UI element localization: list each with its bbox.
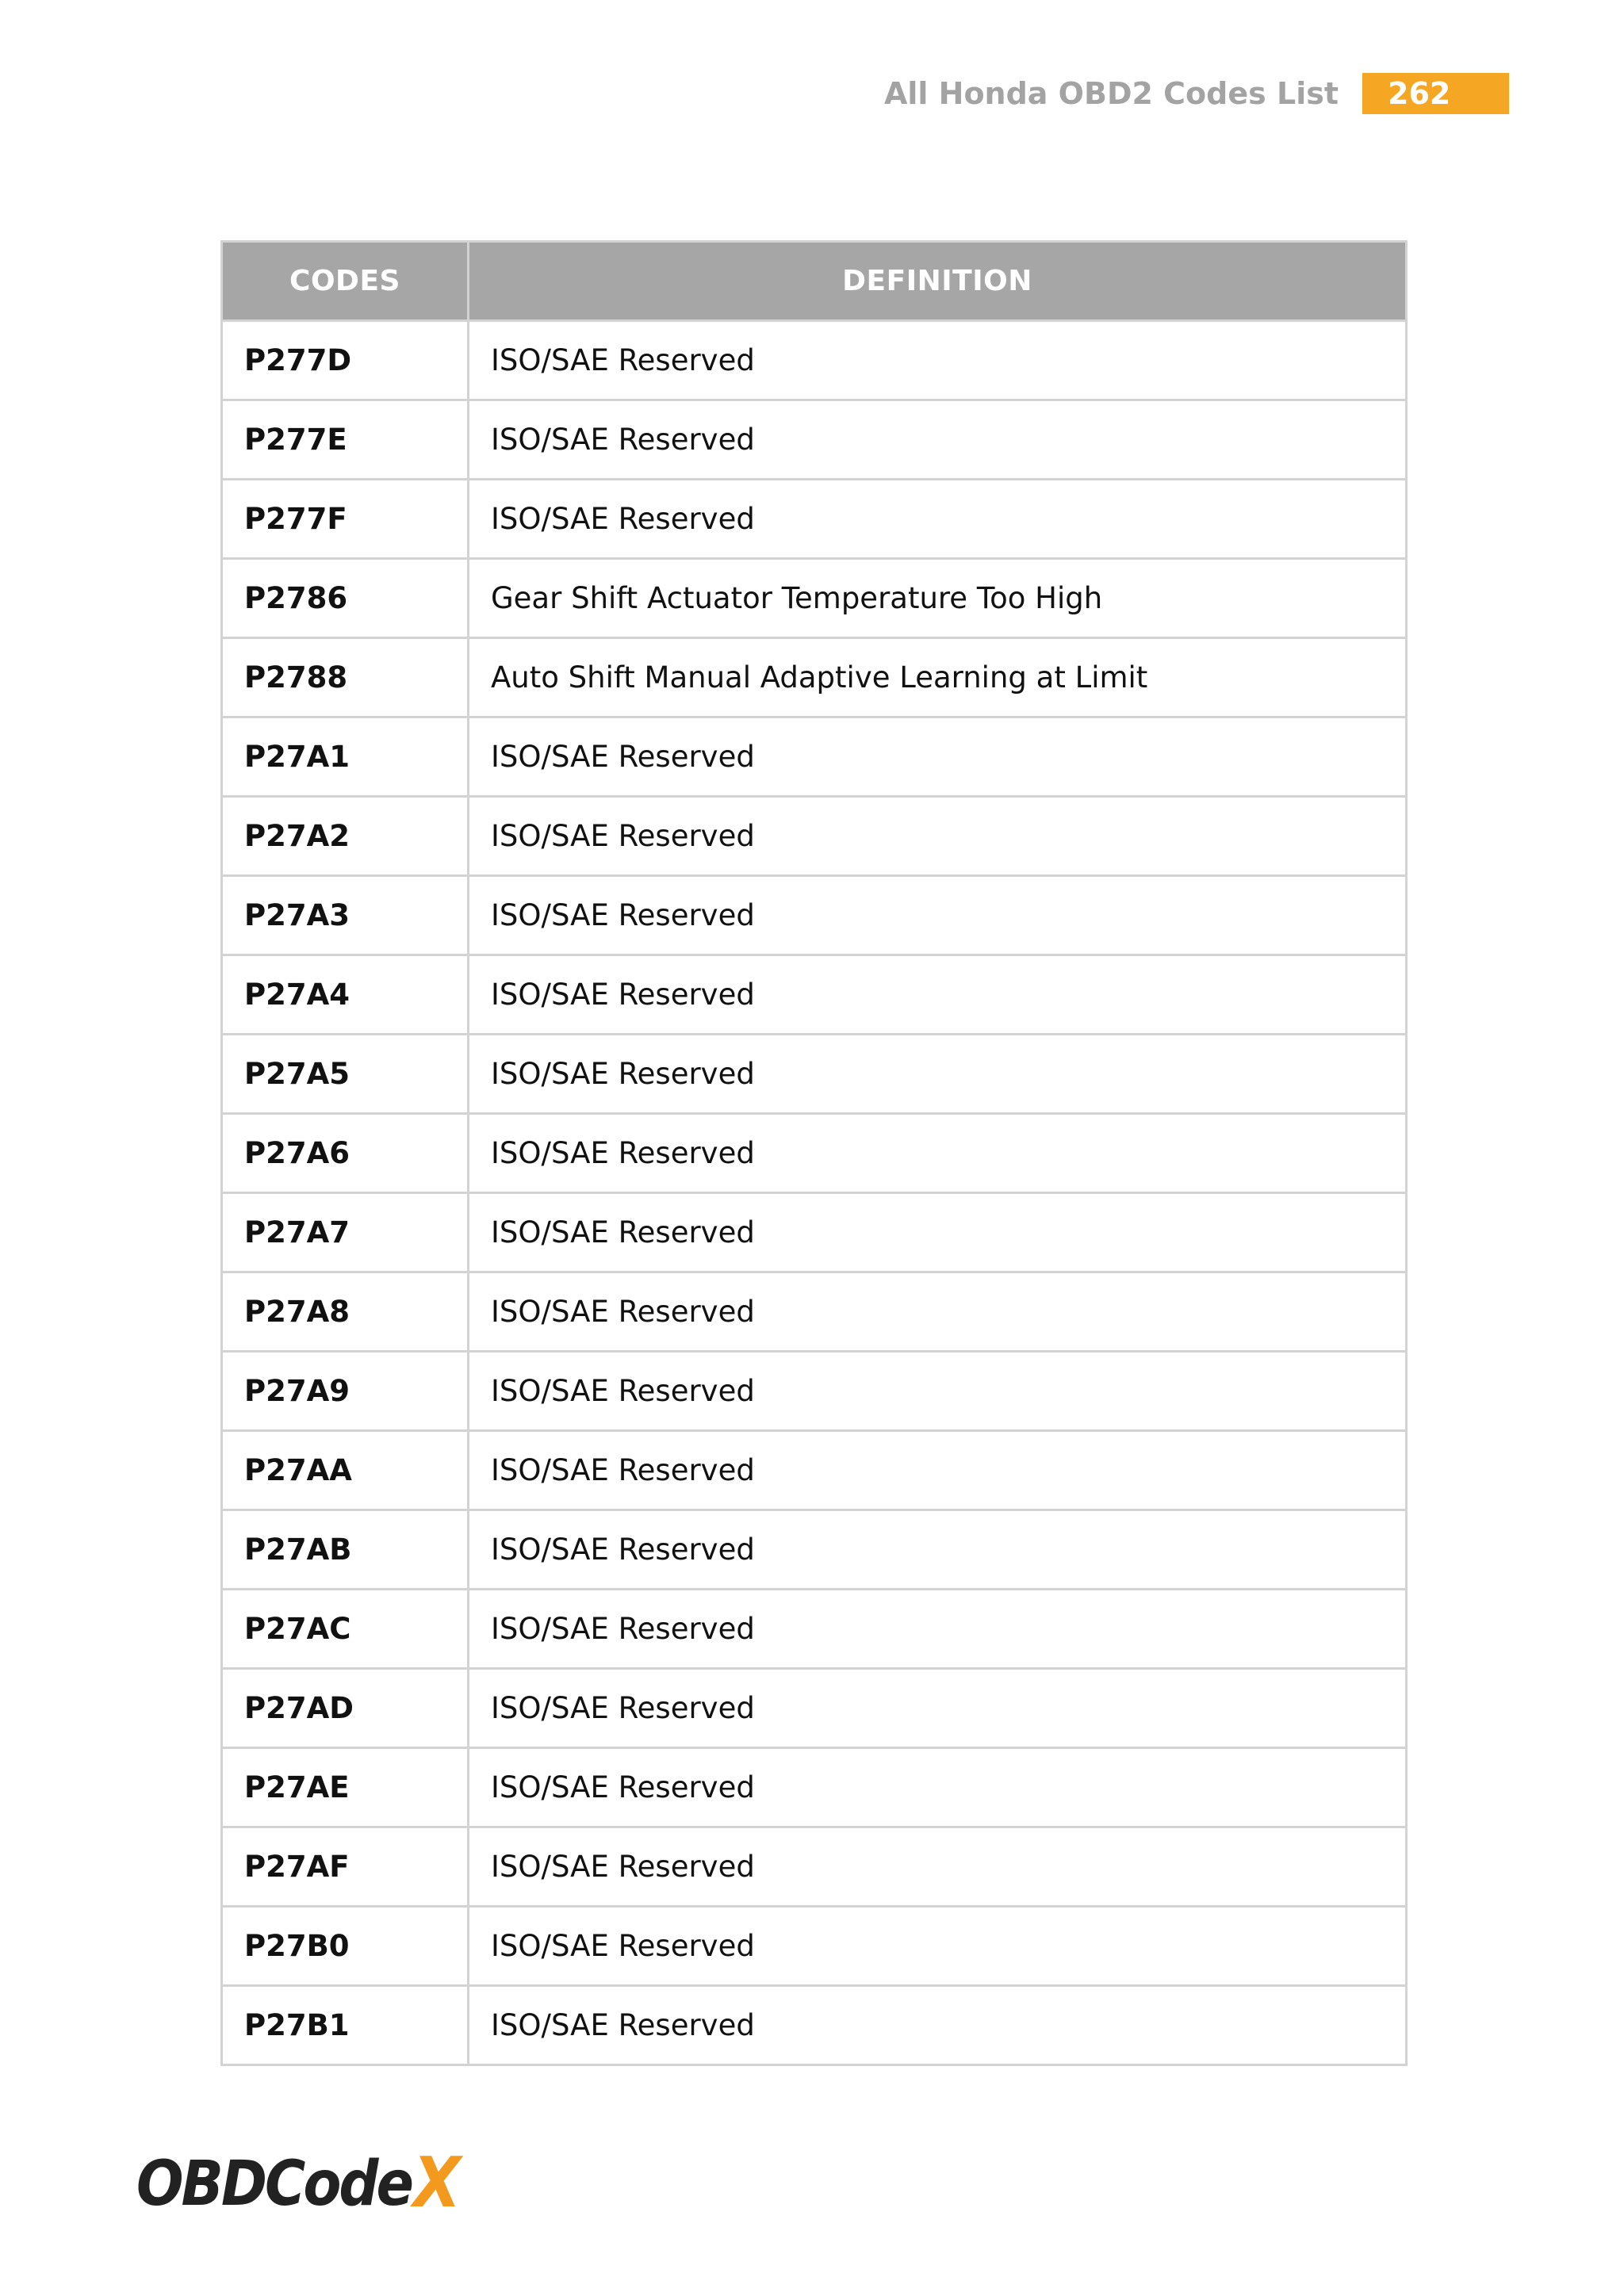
code-cell: P27A6 xyxy=(222,1114,469,1193)
definition-cell: ISO/SAE Reserved xyxy=(469,1748,1407,1827)
table-row xyxy=(222,1510,1407,1590)
code-cell: P27A9 xyxy=(222,1352,469,1431)
code-cell: P27AF xyxy=(222,1827,469,1907)
table-row xyxy=(222,1352,1407,1431)
table-row xyxy=(222,321,1407,400)
definition-cell: ISO/SAE Reserved xyxy=(469,1114,1407,1193)
table-row xyxy=(222,1986,1407,2065)
definition-cell: ISO/SAE Reserved xyxy=(469,1986,1407,2065)
definition-cell: ISO/SAE Reserved xyxy=(469,1907,1407,1986)
definition-cell: ISO/SAE Reserved xyxy=(469,1827,1407,1907)
code-cell: P27AD xyxy=(222,1669,469,1748)
code-cell: P27A7 xyxy=(222,1193,469,1272)
code-cell: P2786 xyxy=(222,559,469,638)
definition-cell: ISO/SAE Reserved xyxy=(469,480,1407,559)
definition-cell: ISO/SAE Reserved xyxy=(469,1431,1407,1510)
column-header-definition: DEFINITION xyxy=(469,242,1407,321)
table-row xyxy=(222,718,1407,797)
table-row xyxy=(222,1669,1407,1748)
table-row xyxy=(222,480,1407,559)
code-cell: P277D xyxy=(222,321,469,400)
logo-wordmark: OBDCode xyxy=(136,2147,412,2220)
table-row xyxy=(222,638,1407,718)
table-row xyxy=(222,1748,1407,1827)
definition-cell: ISO/SAE Reserved xyxy=(469,876,1407,955)
code-cell: P27A2 xyxy=(222,797,469,876)
table-row xyxy=(222,955,1407,1035)
definition-cell: ISO/SAE Reserved xyxy=(469,718,1407,797)
definition-cell: ISO/SAE Reserved xyxy=(469,400,1407,480)
definition-cell: ISO/SAE Reserved xyxy=(469,1590,1407,1669)
definition-cell: Gear Shift Actuator Temperature Too High xyxy=(469,559,1407,638)
table-row xyxy=(222,876,1407,955)
obdcodex-logo xyxy=(136,2143,462,2224)
code-cell: P27AA xyxy=(222,1431,469,1510)
code-cell: P27A3 xyxy=(222,876,469,955)
code-cell: P27A1 xyxy=(222,718,469,797)
definition-cell: ISO/SAE Reserved xyxy=(469,955,1407,1035)
code-cell: P27A8 xyxy=(222,1272,469,1352)
code-cell: P27AC xyxy=(222,1590,469,1669)
definition-cell: Auto Shift Manual Adaptive Learning at Limit xyxy=(469,638,1407,718)
definition-cell: ISO/SAE Reserved xyxy=(469,1193,1407,1272)
table-row xyxy=(222,1035,1407,1114)
code-cell: P27B1 xyxy=(222,1986,469,2065)
code-cell: P27A4 xyxy=(222,955,469,1035)
table-row xyxy=(222,1827,1407,1907)
code-cell: P27B0 xyxy=(222,1907,469,1986)
table-row xyxy=(222,797,1407,876)
table-row xyxy=(222,1431,1407,1510)
page-number-badge: 262 xyxy=(1362,73,1509,114)
definition-cell: ISO/SAE Reserved xyxy=(469,1669,1407,1748)
table-row xyxy=(222,1193,1407,1272)
code-cell: P27AB xyxy=(222,1510,469,1590)
code-cell: P2788 xyxy=(222,638,469,718)
table-row xyxy=(222,1114,1407,1193)
document-title: All Honda OBD2 Codes List xyxy=(883,76,1339,111)
code-cell: P277F xyxy=(222,480,469,559)
codes-table xyxy=(220,240,1408,2066)
table-row xyxy=(222,1907,1407,1986)
column-header-codes: CODES xyxy=(222,242,469,321)
table-row xyxy=(222,1272,1407,1352)
definition-cell: ISO/SAE Reserved xyxy=(469,321,1407,400)
definition-cell: ISO/SAE Reserved xyxy=(469,1352,1407,1431)
definition-cell: ISO/SAE Reserved xyxy=(469,1035,1407,1114)
code-cell: P27AE xyxy=(222,1748,469,1827)
table-header-row xyxy=(222,242,1407,321)
table-row xyxy=(222,400,1407,480)
definition-cell: ISO/SAE Reserved xyxy=(469,1510,1407,1590)
page-header xyxy=(884,73,1509,114)
table-row xyxy=(222,1590,1407,1669)
table-row xyxy=(222,559,1407,638)
logo-accent-x: X xyxy=(413,2143,462,2224)
code-cell: P277E xyxy=(222,400,469,480)
definition-cell: ISO/SAE Reserved xyxy=(469,797,1407,876)
definition-cell: ISO/SAE Reserved xyxy=(469,1272,1407,1352)
code-cell: P27A5 xyxy=(222,1035,469,1114)
